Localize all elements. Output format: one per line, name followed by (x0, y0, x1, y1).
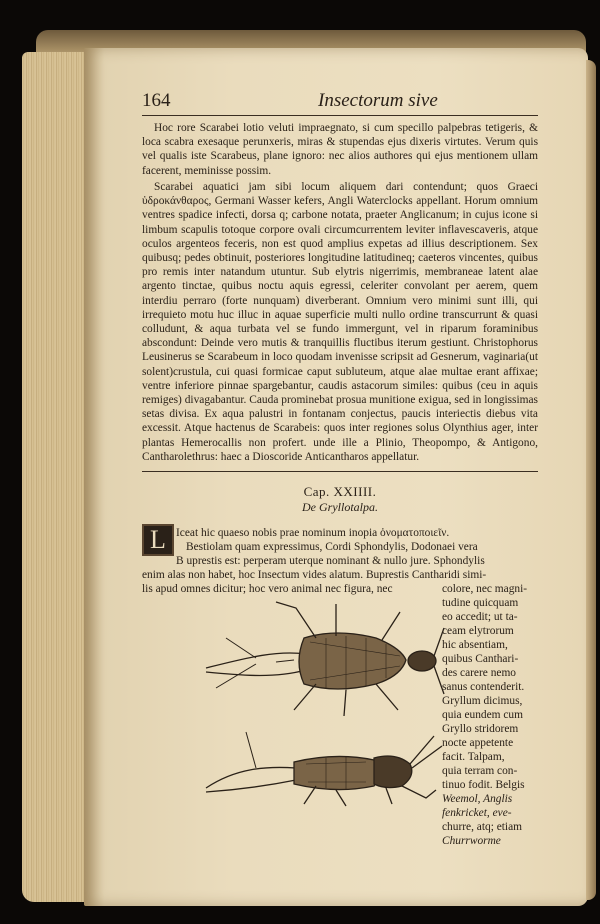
column-line: sanus contenderit. (442, 681, 525, 693)
body-line-3: B uprestis est: perperam uterque nominant & nullo jure. Sphondylis (176, 555, 485, 567)
column-line: nocte appetente (442, 737, 514, 749)
column-line: des carere nemo (442, 667, 516, 679)
mole-cricket-top-illustration (186, 598, 446, 718)
column-line: colore, nec magni- (442, 583, 528, 595)
column-line: quia eundem cum (442, 709, 523, 721)
column-line: fenkricket, eve- (442, 807, 512, 819)
body-line-4: enim alas non habet, hoc Insectum vides alatum. Buprestis Cantharidi simi- (142, 569, 487, 581)
running-head: Insectorum sive (318, 90, 438, 111)
column-line: ceam elytrorum (442, 625, 514, 637)
section-rule (142, 471, 538, 472)
chapter-title: Cap. XXIIII. (303, 484, 377, 499)
book-page-stack (22, 52, 92, 902)
book-right-edge (586, 60, 596, 900)
column-line: churre, atq; etiam (442, 821, 523, 833)
body-line-1: Iceat hic quaeso nobis prae nominum inopia ὀνοματοποιεῖν. (176, 527, 450, 539)
page-header (142, 88, 538, 114)
column-line: quibus Canthari- (442, 653, 519, 665)
header-rule (142, 115, 538, 116)
mole-cricket-side-illustration (196, 728, 446, 808)
column-line: eo accedit; ut ta- (442, 611, 518, 623)
body-line-5: lis apud omnes dicitur; hoc vero animal nec figura, nec (142, 583, 393, 595)
chapter-subtitle: De Gryllotalpa. (302, 500, 378, 514)
paragraph-2: Scarabei aquatici jam sibi locum aliquem dari contendunt; quos Graeci ὑδροκάνθαρος, Germani Wasser kefers, Angli Waterclocks appellant. Horum omnium ventres spadice infecti, dorsa q; carbone notata, praeter Anglicanum; in cujus icone si limbum scapulis totoque corpore ovali circumcurrentem leviter inflavescaveris, atque oculos argenteos feceris, non est quod amplius expetas ad illius descriptionem. Sex quibusq; pedes obtinuit, posteriores longitudine latitudineq; caeteros vincentes, quibus pro remis inter natandum utuntur. Sub elytris nigerrimis, membraneae latent alae argento tinctae, quibus noctu aquis egressi, celeriter convolant per aerem, quem interdiu perraro (forte nunquam) diverberant. Omnium vero minimi sunt illi, qui irrequieto motu huc illuc in aquae superficie multi nullo ordine transcurrunt & quasi colludunt, & aqua turbata vel se fundo immergunt, vel in riparum foraminibus abscondunt: Deinde vero mutis & tranquillis fluctibus iterum gestiunt. Christophorus Leusinerus se Scarabeum in loco quodam invenisse scripsit ad Gesnerum, vaginaria(ut solent)crustula, cui quasi formicae caput subluteum, atque alae multae erant affixae; ventre inferiore pinnae spargebantur, caudis astacorum similes: quibus (ceu in aquis remiges) divagabantur. Cauda prominebat prosua munitione exigua, sed in longissimas setas divisa. Ex aqua palustri in fontanam conjectus, paucis interiectis diebus vita excessit. Atque hactenus de Scarabeis: quos inter regiones solus Olynthius ager, inter plantas Hemerocallis non profert. unde ille a Plinio, Theopompo, & Antigono, Cantharolethrus: haec a Dioscoride Anticantharos appellatur. (142, 181, 538, 463)
column-line: hic absentiam, (442, 639, 508, 651)
column-line: Churrworme (442, 835, 501, 847)
page-number: 164 (142, 90, 171, 111)
column-line: Gryllum dicimus, (442, 695, 523, 707)
body-line-2: Bestiolam quam expressimus, Cordi Sphondylis, Dodonaei vera (186, 541, 478, 553)
drop-cap: L (142, 524, 174, 556)
column-line: quia terram con- (442, 765, 518, 777)
column-line: Gryllo stridorem (442, 723, 519, 735)
paragraph-1: Hoc rore Scarabei lotio veluti impraegnato, si cum specillo palpebras tetigeris, & loca scabra exesaque perunxeris, miras & stupendas ejus dixeris virtutes. Verum quis vel qualis iste Scarabeus, plane ignoro: nec alios authores qui ejus mentionem ullam facerent, meminisse possim. (142, 122, 538, 177)
column-line: facit. Talpam, (442, 751, 505, 763)
column-line: tudine quicquam (442, 597, 519, 609)
column-line: Weemol, Anglis (442, 793, 513, 805)
column-line: tinuo fodit. Belgis (442, 779, 525, 791)
